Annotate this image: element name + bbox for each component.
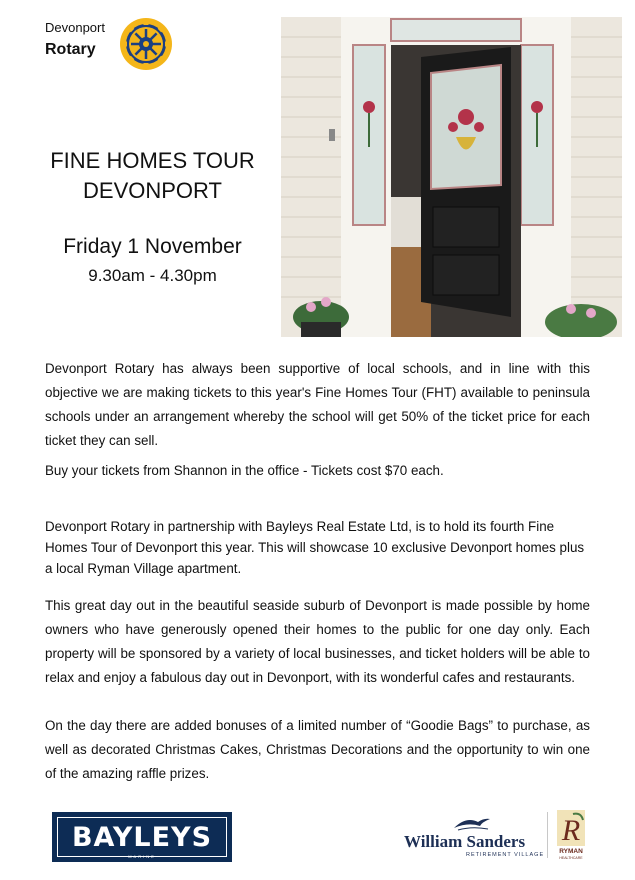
ryman-logo [553,808,589,864]
org-name-line2: Rotary [45,41,96,58]
william-sanders-name: William Sanders [404,832,526,851]
org-header [45,20,105,60]
paragraph-schools: Devonport Rotary has always been supportive of local schools, and in line with this objective we are making tickets to this year's Fine Homes Tour (FHT) available to peninsula schools under an arrangement whereby the school will get 50% of the ticket price for each ticket they can sell. [45,361,590,448]
event-title [30,146,275,206]
rotary-wheel-icon [119,17,173,71]
event-title-line2: DEVONPORT [83,178,222,203]
william-sanders-subtext: RETIREMENT VILLAGE [466,852,545,858]
ryman-emblem-icon [553,808,589,848]
paragraph-tickets: Buy your tickets from Shannon in the office - Tickets cost $70 each. [45,463,444,478]
ryman-name: RYMAN [559,848,583,855]
bayleys-logo [52,812,232,862]
william-sanders-logo [404,812,544,864]
bayleys-logo-text: BAYLEYS [71,821,213,853]
org-name-line1: Devonport [45,20,105,35]
stained-glass-door-photo [281,17,622,337]
event-date: Friday 1 November [63,235,242,258]
paragraph-bonuses: On the day there are added bonuses of a limited number of “Goodie Bags” to purchase, as well as decorated Christmas Cakes, Christmas Decorations and the opportunity to win one of the amazing raffle prizes. [45,718,590,781]
bayleys-logo-subtext: MARINE [128,854,156,859]
event-title-line1: FINE HOMES TOUR [50,148,255,173]
paragraph-day-out: This great day out in the beautiful seaside suburb of Devonport is made possible by home owners who have generously opened their homes to the public for one day only. Each property will be sponsored by a variety of local businesses, and ticket holders will be able to relax and enjoy a fabulous day out in Devonport, with its wonderful cafes and restaurants. [45,598,590,685]
sponsor-divider [547,812,548,858]
paragraph-partnership: Devonport Rotary in partnership with Bayleys Real Estate Ltd, is to hold its fourth Fine Homes Tour of Devonport this year. This will showcase 10 exclusive Devonport homes plus a local Ryman Village apartment. [45,519,585,576]
svg-text:R: R [561,814,581,847]
bird-icon [452,814,492,832]
event-time: 9.30am - 4.30pm [88,266,217,285]
ryman-subtext: HEALTHCARE [559,856,583,860]
